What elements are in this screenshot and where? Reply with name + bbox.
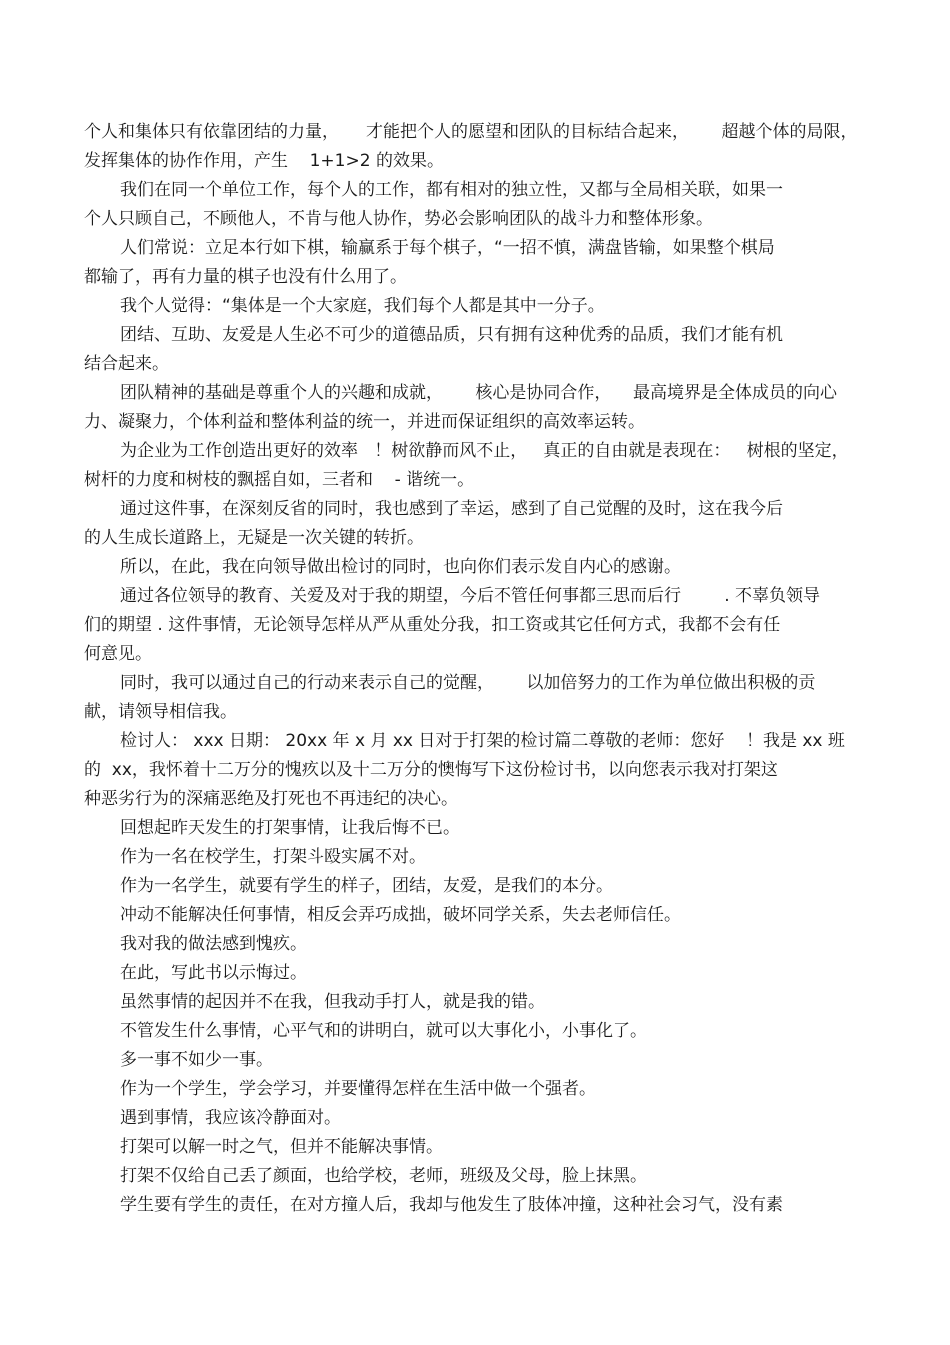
text-line: 检讨人： xxx 日期： 20xx 年 x 月 xx 日对于打架的检讨篇二尊敬的老师：您好 ！我是 xx 班 (120, 731, 845, 751)
text-line: 个人和集体只有依靠团结的力量， 才能把个人的愿望和团队的目标结合起来， 超越个体的局限， (84, 122, 858, 142)
text-line: 冲动不能解决任何事情，相反会弄巧成拙，破坏同学关系，失去老师信任。 (120, 905, 681, 925)
text-line: 人们常说：立足本行如下棋，输赢系于每个棋子，“一招不慎，满盘皆输，如果整个棋局 (120, 238, 775, 258)
text-line: 打架可以解一时之气，但并不能解决事情。 (120, 1137, 443, 1157)
text-line: 的人生成长道路上，无疑是一次关键的转折。 (84, 528, 424, 548)
text-line: 我对我的做法感到愧疚。 (120, 934, 307, 954)
text-line: 学生要有学生的责任，在对方撞人后，我却与他发生了肢体冲撞，这种社会习气，没有素 (120, 1195, 783, 1215)
text-line: 种恶劣行为的深痛恶绝及打死也不再违纪的决心。 (84, 789, 458, 809)
text-line: 力、凝聚力，个体利益和整体利益的统一，并进而保证组织的高效率运转。 (84, 412, 645, 432)
text-line: 发挥集体的协作作用，产生 1+1>2 的效果。 (84, 151, 444, 171)
text-line: 打架不仅给自己丢了颜面，也给学校，老师，班级及父母，脸上抹黑。 (120, 1166, 647, 1186)
text-line: 作为一个学生，学会学习，并要懂得怎样在生活中做一个强者。 (120, 1079, 596, 1099)
text-line: 个人只顾自己，不顾他人，不肯与他人协作，势必会影响团队的战斗力和整体形象。 (84, 209, 713, 229)
text-line: 献，请领导相信我。 (84, 702, 237, 722)
text-line: 回想起昨天发生的打架事情，让我后悔不已。 (120, 818, 460, 838)
text-line: 多一事不如少一事。 (120, 1050, 273, 1070)
text-line: 通过各位领导的教育、关爱及对于我的期望，今后不管任何事都三思而后行 . 不辜负领导 (120, 586, 821, 606)
text-line: 团结、互助、友爱是人生必不可少的道德品质，只有拥有这种优秀的品质，我们才能有机 (120, 325, 783, 345)
text-line: 们的期望 . 这件事情，无论领导怎样从严从重处分我，扣工资或其它任何方式，我都不会有任 (84, 615, 781, 635)
text-line: 通过这件事，在深刻反省的同时，我也感到了幸运，感到了自己觉醒的及时，这在我今后 (120, 499, 783, 519)
text-line: 我们在同一个单位工作，每个人的工作，都有相对的独立性，又都与全局相关联，如果一 (120, 180, 783, 200)
text-line: 虽然事情的起因并不在我，但我动手打人，就是我的错。 (120, 992, 545, 1012)
text-line: 树杆的力度和树枝的飘摇自如，三者和 - 谐统一。 (84, 470, 475, 490)
text-line: 为企业为工作创造出更好的效率 ！树欲静而风不止， 真正的自由就是表现在： 树根的坚定， (120, 441, 849, 461)
text-line: 作为一名在校学生，打架斗殴实属不对。 (120, 847, 426, 867)
text-line: 在此，写此书以示悔过。 (120, 963, 307, 983)
text-line: 团队精神的基础是尊重个人的兴趣和成就， 核心是协同合作， 最高境界是全体成员的向心 (120, 383, 838, 403)
text-line: 我个人觉得：“集体是一个大家庭，我们每个人都是其中一分子。 (120, 296, 605, 316)
text-line: 遇到事情，我应该冷静面对。 (120, 1108, 341, 1128)
document-body (84, 118, 874, 1220)
text-line: 何意见。 (84, 644, 152, 664)
text-line: 结合起来。 (84, 354, 169, 374)
text-line: 所以，在此，我在向领导做出检讨的同时，也向你们表示发自内心的感谢。 (120, 557, 681, 577)
text-line: 同时，我可以通过自己的行动来表示自己的觉醒， 以加倍努力的工作为单位做出积极的贡 (120, 673, 816, 693)
text-line: 都输了，再有力量的棋子也没有什么用了。 (84, 267, 407, 287)
text-line: 不管发生什么事情，心平气和的讲明白，就可以大事化小，小事化了。 (120, 1021, 647, 1041)
text-line: 的 xx，我怀着十二万分的愧疚以及十二万分的懊悔写下这份检讨书，以向您表示我对打架这 (84, 760, 778, 780)
text-line: 作为一名学生，就要有学生的样子，团结，友爱，是我们的本分。 (120, 876, 613, 896)
